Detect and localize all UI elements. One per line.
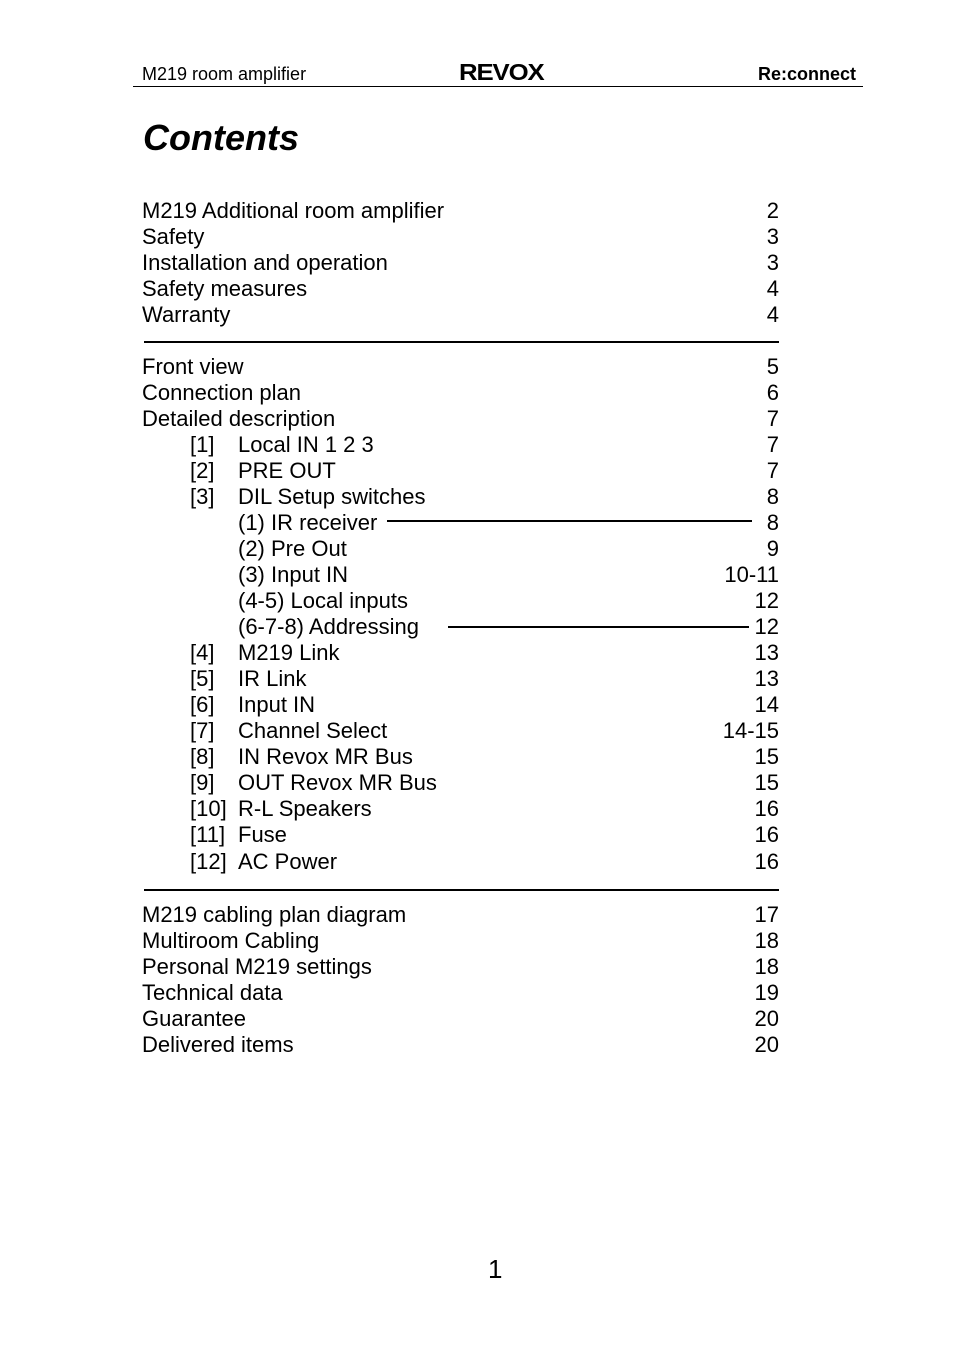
toc-entry-page: 14-15 xyxy=(722,718,779,743)
toc-entry[interactable] xyxy=(0,1006,779,1032)
toc-entry[interactable] xyxy=(0,224,779,250)
toc-entry[interactable] xyxy=(0,980,779,1006)
toc-entry-page: 14 xyxy=(754,692,779,717)
toc-entry-label: OUT Revox MR Bus xyxy=(238,770,437,795)
toc-entry[interactable] xyxy=(0,276,779,302)
toc-entry-page: 8 xyxy=(766,484,779,509)
toc-entry-page: 3 xyxy=(766,224,779,249)
toc-entry-label: Front view xyxy=(142,354,244,379)
toc-entry-page: 12 xyxy=(754,614,779,639)
toc-entry-label: PRE OUT xyxy=(238,458,336,483)
toc-entry-label: M219 Link xyxy=(238,640,340,665)
toc-entry[interactable] xyxy=(0,666,779,692)
toc-entry-number: [6] xyxy=(190,692,215,717)
toc-entry-label: M219 cabling plan diagram xyxy=(142,902,407,927)
toc-entry-number: [9] xyxy=(190,770,215,795)
toc-entry-page: 10-11 xyxy=(724,562,779,587)
toc-entry-page: 16 xyxy=(754,796,779,821)
toc-entry-page: 20 xyxy=(754,1032,779,1057)
toc-entry-page: 4 xyxy=(766,302,779,327)
toc-entry-page: 7 xyxy=(766,406,779,431)
toc-entry-page: 13 xyxy=(754,640,779,665)
toc-entry-label: Local IN 1 2 3 xyxy=(238,432,374,457)
toc-entry[interactable] xyxy=(0,849,779,875)
toc-entry[interactable] xyxy=(0,928,779,954)
toc-entry-label: M219 Additional room amplifier xyxy=(142,198,445,223)
toc-entry-page: 18 xyxy=(754,928,779,953)
toc-entry[interactable] xyxy=(0,1032,779,1058)
toc-entry-number: [8] xyxy=(190,744,215,769)
toc-entry[interactable] xyxy=(0,536,779,562)
toc-entry[interactable] xyxy=(0,302,779,328)
toc-entry-number: [2] xyxy=(190,458,215,483)
toc-entry-page: 16 xyxy=(754,849,779,874)
toc-entry-page: 4 xyxy=(766,276,779,301)
toc-entry-page: 17 xyxy=(754,902,779,927)
toc-entry[interactable] xyxy=(0,640,779,666)
page-number: 1 xyxy=(488,1254,503,1284)
toc-entry-page: 6 xyxy=(766,380,779,405)
toc-entry-label: (2) Pre Out xyxy=(238,536,347,561)
toc-entry[interactable] xyxy=(0,432,779,458)
toc-entry-label: Guarantee xyxy=(142,1006,246,1031)
toc-entry-page: 20 xyxy=(754,1006,779,1031)
toc-entry-page: 16 xyxy=(754,822,779,847)
toc-entry-label: Connection plan xyxy=(142,380,302,405)
toc-entry[interactable] xyxy=(0,822,779,848)
toc-leader-line xyxy=(448,626,749,628)
toc-entry-page: 8 xyxy=(766,510,779,535)
toc-entry-page: 2 xyxy=(766,198,779,223)
toc-entry-page: 9 xyxy=(766,536,779,561)
toc-entry[interactable] xyxy=(0,484,779,510)
toc-entry[interactable] xyxy=(0,770,779,796)
toc-entry-number: [10] xyxy=(190,796,227,821)
toc-entry[interactable] xyxy=(0,744,779,770)
toc-entry-page: 12 xyxy=(754,588,779,613)
toc-entry-number: [11] xyxy=(190,822,226,847)
toc-entry-page: 18 xyxy=(754,954,779,979)
toc-entry-number: [3] xyxy=(190,484,215,509)
toc-entry-number: [4] xyxy=(190,640,215,665)
toc-entry-page: 13 xyxy=(754,666,779,691)
toc-entry[interactable] xyxy=(0,796,779,822)
toc-entry[interactable] xyxy=(0,510,779,536)
header-product-name: M219 room amplifier xyxy=(142,64,307,84)
toc-entry-number: [5] xyxy=(190,666,215,691)
toc-entry-label: Delivered items xyxy=(142,1032,294,1057)
toc-entry-label: IN Revox MR Bus xyxy=(238,744,413,769)
toc-entry[interactable] xyxy=(0,198,779,224)
toc-entry-number: [1] xyxy=(190,432,215,457)
toc-entry-label: Safety xyxy=(142,224,205,249)
toc-entry-number: [12] xyxy=(190,849,227,874)
toc-entry[interactable] xyxy=(0,458,779,484)
toc-entry-label: Personal M219 settings xyxy=(142,954,372,979)
toc-entry[interactable] xyxy=(0,902,779,928)
page-title: Contents xyxy=(143,117,299,158)
toc-entry-label: Detailed description xyxy=(142,406,336,431)
toc-entry-page: 15 xyxy=(754,744,779,769)
revox-logo: REVOX xyxy=(459,59,544,85)
toc-entry-label: (4-5) Local inputs xyxy=(238,588,408,613)
toc-entry[interactable] xyxy=(0,588,779,614)
toc-entry-page: 15 xyxy=(754,770,779,795)
toc-entry-label: DIL Setup switches xyxy=(238,484,426,509)
toc-entry-label: Multiroom Cabling xyxy=(142,928,320,953)
section-divider xyxy=(144,889,779,891)
toc-entry[interactable] xyxy=(0,692,779,718)
toc-entry-page: 3 xyxy=(766,250,779,275)
toc-entry-label: Fuse xyxy=(238,822,287,847)
toc-entry-label: (6-7-8) Addressing xyxy=(238,614,419,639)
toc-entry[interactable] xyxy=(0,406,779,432)
toc-entry-label: (1) IR receiver xyxy=(238,510,378,535)
toc-entry-label: Input IN xyxy=(238,692,316,717)
toc-entry-page: 7 xyxy=(766,432,779,457)
toc-entry[interactable] xyxy=(0,562,779,588)
toc-entry-label: Safety measures xyxy=(142,276,308,301)
header-series-name: Re:connect xyxy=(757,64,856,84)
toc-entry-label: R-L Speakers xyxy=(238,796,372,821)
toc-entry[interactable] xyxy=(0,380,779,406)
toc-entry[interactable] xyxy=(0,718,779,744)
toc-entry-page: 7 xyxy=(766,458,779,483)
toc-entry-label: IR Link xyxy=(238,666,307,691)
toc-entry[interactable] xyxy=(0,954,779,980)
toc-entry-label: Channel Select xyxy=(238,718,388,743)
toc-entry[interactable] xyxy=(0,354,779,380)
toc-entry-label: Warranty xyxy=(142,302,231,327)
toc-leader-line xyxy=(387,520,752,522)
toc-entry-label: Technical data xyxy=(142,980,283,1005)
toc-entry-page: 19 xyxy=(754,980,779,1005)
section-divider xyxy=(144,341,779,343)
toc-entry-page: 5 xyxy=(766,354,779,379)
toc-entry-label: Installation and operation xyxy=(142,250,388,275)
toc-entry[interactable] xyxy=(0,250,779,276)
toc-entry-label: AC Power xyxy=(238,849,338,874)
toc-entry-number: [7] xyxy=(190,718,215,743)
toc-entry-label: (3) Input IN xyxy=(238,562,349,587)
